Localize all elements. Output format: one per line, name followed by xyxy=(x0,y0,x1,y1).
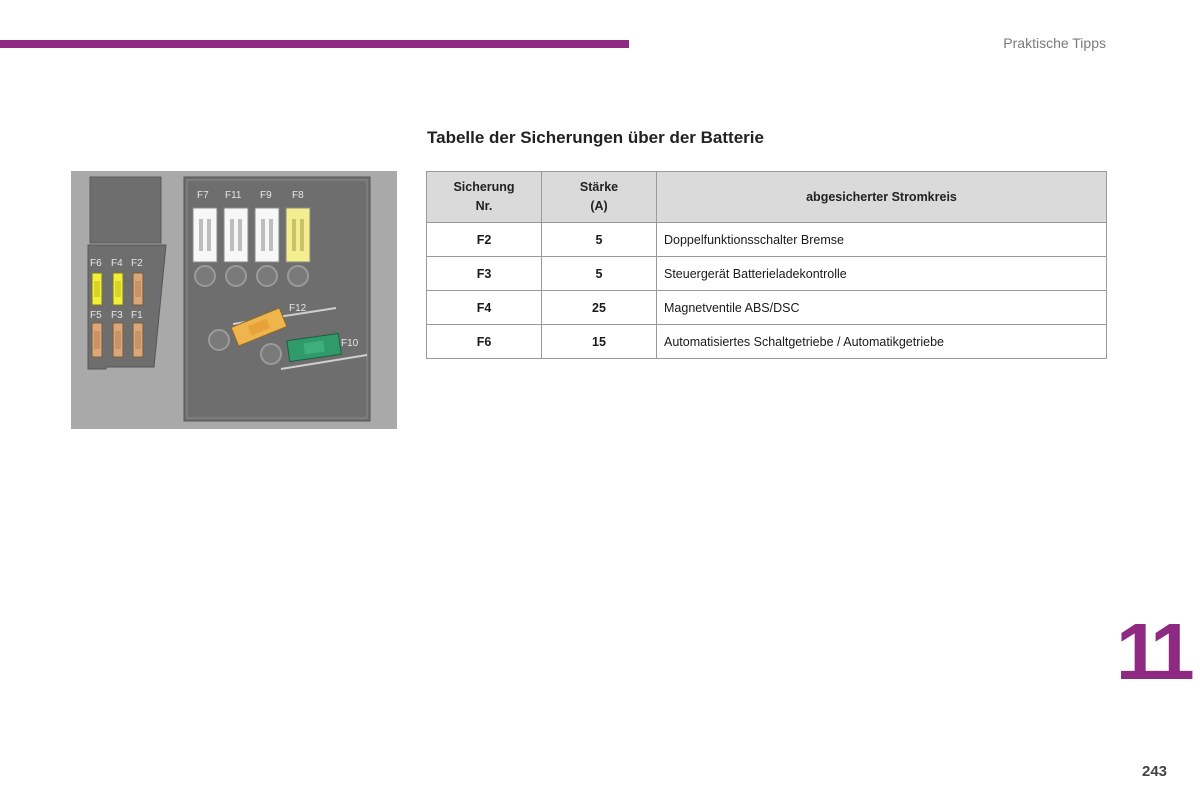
fuse-f8 xyxy=(286,208,310,262)
cell-rating: 25 xyxy=(542,291,657,325)
fuse-box-diagram xyxy=(71,171,397,429)
label-f2: F2 xyxy=(131,258,143,269)
cell-circuit: Steuergerät Batterieladekontrolle xyxy=(657,257,1107,291)
cell-rating: 5 xyxy=(542,257,657,291)
label-f4: F4 xyxy=(111,258,123,269)
table-row xyxy=(427,223,1107,257)
fuse-f11 xyxy=(224,208,248,262)
fuse-f5 xyxy=(92,323,102,357)
fuse-f6 xyxy=(92,273,102,305)
header-circuit: abgesicherter Stromkreis xyxy=(657,172,1107,223)
cell-fuse: F3 xyxy=(427,257,542,291)
label-f7: F7 xyxy=(197,190,209,201)
label-f6: F6 xyxy=(90,258,102,269)
fuse-f4 xyxy=(113,273,123,305)
fuse-f1 xyxy=(133,323,143,357)
page-number: 243 xyxy=(1142,763,1168,780)
cell-circuit: Doppelfunktionsschalter Bremse xyxy=(657,223,1107,257)
fuse-f3 xyxy=(113,323,123,357)
table-row xyxy=(427,257,1107,291)
label-f5: F5 xyxy=(90,310,102,321)
header-fuse-number: Sicherung Nr. xyxy=(427,172,542,223)
cell-circuit: Automatisiertes Schaltgetriebe / Automatikgetriebe xyxy=(657,325,1107,359)
label-f1: F1 xyxy=(131,310,143,321)
section-title: Praktische Tipps xyxy=(1003,35,1106,51)
cell-fuse: F2 xyxy=(427,223,542,257)
cell-circuit: Magnetventile ABS/DSC xyxy=(657,291,1107,325)
header-accent-bar xyxy=(0,40,629,48)
fuse-f7 xyxy=(193,208,217,262)
fuse-table xyxy=(426,171,1107,359)
label-f10: F10 xyxy=(341,338,359,349)
cell-fuse: F4 xyxy=(427,291,542,325)
label-f8: F8 xyxy=(292,190,304,201)
chapter-number: 11 xyxy=(1116,607,1189,696)
table-title: Tabelle der Sicherungen über der Batterie xyxy=(427,128,764,147)
label-f3: F3 xyxy=(111,310,123,321)
fuse-f2 xyxy=(133,273,143,305)
header-rating: Stärke (A) xyxy=(542,172,657,223)
cell-rating: 15 xyxy=(542,325,657,359)
label-f11: F11 xyxy=(225,190,242,201)
label-f9: F9 xyxy=(260,190,272,201)
table-row xyxy=(427,325,1107,359)
label-f12: F12 xyxy=(289,303,307,314)
cell-fuse: F6 xyxy=(427,325,542,359)
cell-rating: 5 xyxy=(542,223,657,257)
fuse-f9 xyxy=(255,208,279,262)
table-row xyxy=(427,291,1107,325)
table-header-row xyxy=(427,172,1107,223)
